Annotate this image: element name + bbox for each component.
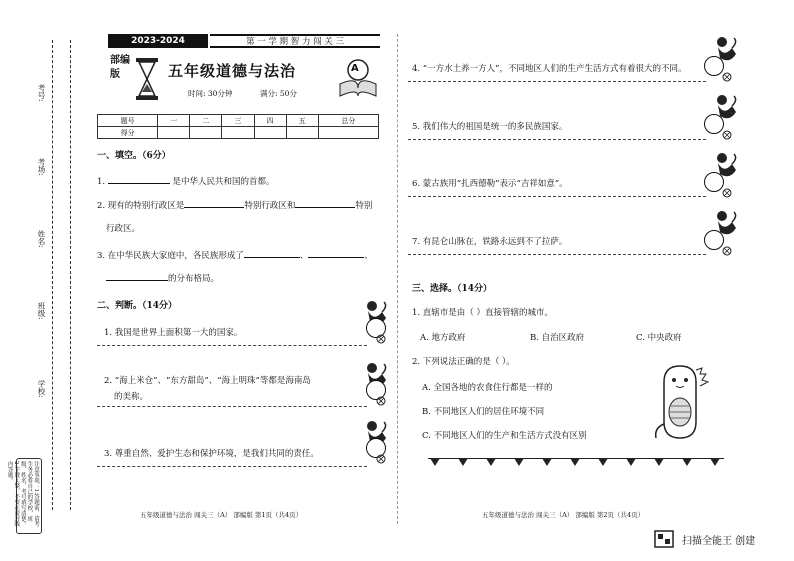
time-label: 时间: 30分钟 [188,89,233,98]
name-label: 姓名: [37,230,46,248]
year-bar: 2023-2024 [108,34,208,48]
answer-circle[interactable] [704,172,724,192]
grade-table-score-row [98,127,379,139]
judge-q7: 7. 有昆仑山脉在，铁路永远到不了拉萨。 [412,237,568,247]
grade-table-cell: 四 [254,115,286,127]
judge-q6: 6. 蒙古族用“扎西德勒”表示“吉祥如意”。 [412,179,568,189]
fill-q1-num: 1. [97,177,106,187]
hourglass-icon [134,56,160,102]
footer-right: 五年级道德与法治 闯关三（A） 部编版 第2页（共4页） [482,511,645,519]
seal-line [52,40,53,510]
wheel-icon [722,246,732,256]
divider [408,81,706,82]
grade-table-cell: 二 [190,115,222,127]
wheel-icon [376,396,386,406]
bunting-flag [430,458,440,466]
divider [408,139,706,140]
bunting-flag [598,458,608,466]
choice-q1-option-a[interactable]: A. 地方政府 [420,333,466,343]
bunting-flag [514,458,524,466]
grade-badge: A [351,63,359,74]
edition-label: 部编版 [110,55,130,80]
exam-no-label: 考号: [37,84,46,102]
binding-strip [6,40,88,527]
answer-blank[interactable] [106,280,168,281]
bunting-flag [710,458,720,466]
answer-blank[interactable] [308,257,364,258]
choice-q1: 1. 直辖市是由（ ）直接管辖的城市。 [412,308,554,318]
score-cell[interactable] [222,127,254,139]
watermark-text: 扫描全能王 创建 [682,536,756,547]
footer-left: 五年级道德与法治 闯关三（A） 部编版 第1页（共4页） [140,511,303,519]
answer-blank[interactable] [244,257,300,258]
score-cell[interactable] [158,127,190,139]
wheel-icon [376,334,386,344]
grade-table-cell: 得分 [98,127,158,139]
seal-line [70,40,71,510]
score-cell[interactable] [286,127,318,139]
fill-q1-text: 是中华人民共和国的首都。 [172,177,275,187]
bunting-flag [486,458,496,466]
grade-table-cell: 题号 [98,115,158,127]
class-label: 班级: [37,302,46,320]
section1-title: 一、填空。（6分） [97,151,171,161]
grade-table-cell: 五 [286,115,318,127]
fill-q2-text-c: 特别 [355,201,373,211]
judge-q1: 1. 我国是世界上面积第一大的国家。 [104,328,243,338]
divider [97,345,367,346]
section3-title: 三、选择。（14分） [412,284,493,294]
wheel-icon [722,72,732,82]
choice-q2-option-c[interactable]: C. 不同地区人们的生产和生活方式没有区别 [422,431,587,441]
divider [97,466,367,467]
choice-q1-option-b[interactable]: B. 自治区政府 [530,333,585,343]
fill-q2-text-a: 2. 现有的特别行政区是 [97,201,185,211]
score-cell[interactable] [318,127,378,139]
fill-q3-end [106,272,219,284]
grade-table-cell: 一 [158,115,190,127]
grade-table-cell: 三 [222,115,254,127]
answer-circle[interactable] [704,230,724,250]
answer-circle[interactable] [704,56,724,76]
fill-q1 [97,175,275,187]
fill-q3-text-a: 3. 在中华民族大家庭中，各民族形成了 [97,251,244,261]
answer-circle[interactable] [704,114,724,134]
bunting-flag [626,458,636,466]
scanner-logo-icon [654,530,674,548]
choice-q2-option-a[interactable]: A. 全国各地的农食住行都是一样的 [422,383,553,393]
dinosaur-illustration [650,362,712,444]
choice-q2-option-b[interactable]: B. 不同地区人们的居住环境不同 [422,407,545,417]
wheel-icon [722,130,732,140]
answer-blank[interactable] [184,207,244,208]
divider [408,254,706,255]
grade-table-header-row [98,115,379,127]
bunting-flag [542,458,552,466]
page-divider [397,34,398,524]
bunting-string [428,458,724,459]
bunting-flag [458,458,468,466]
judge-q4: 4. “一方水土养一方人”，不同地区人们的生产生活方式有着很大的不同。 [412,64,687,74]
notes-box: 注意事项：1.答题前，请考生务必将自己的学校、班级、姓名、考号填写清楚。2.字迹工整，不要在密封线内答题。 [16,458,42,534]
choice-q1-option-c[interactable]: C. 中央政府 [636,333,682,343]
fill-q3: 3. 在中华民族大家庭中，各民族形成了 、 、 [97,251,373,261]
judge-q3: 3. 尊重自然、爱护生态和保护环境，是我们共同的责任。 [104,449,319,459]
judge-q2-a: 2. “海上米仓”、“东方甜岛”、“海上明珠”等都是海南岛 [104,376,311,386]
page-title: 五年级道德与法治 [168,62,297,80]
bunting-flag [654,458,664,466]
subtitle-bar: 第 一 学 期 智 力 闯 关 三 [210,34,380,48]
fill-q3-text-b: 的分布格局。 [168,274,220,284]
score-cell[interactable] [190,127,222,139]
judge-q5: 5. 我们伟大的祖国是统一的多民族国家。 [412,122,568,132]
school-label: 学校: [37,380,46,398]
grade-table [97,114,379,139]
answer-blank[interactable] [295,207,355,208]
divider [97,406,367,407]
section2-title: 二、判断。（14分） [97,301,178,311]
score-label: 满分: 50分 [260,89,297,98]
bunting-flag [570,458,580,466]
score-cell[interactable] [254,127,286,139]
room-label: 考场: [37,158,46,176]
bunting-flag [682,458,692,466]
answer-blank[interactable] [108,183,170,184]
fill-q2 [97,199,372,211]
wheel-icon [376,454,386,464]
judge-q2-b: 的美称。 [114,392,149,402]
fill-q2-text-b: 特别行政区和 [244,201,296,211]
grade-table-cell: 总分 [318,115,378,127]
wheel-icon [722,188,732,198]
choice-q2: 2. 下列说法正确的是（ ）。 [412,357,515,367]
fill-q2-end: 行政区。 [106,224,141,234]
divider [408,196,706,197]
